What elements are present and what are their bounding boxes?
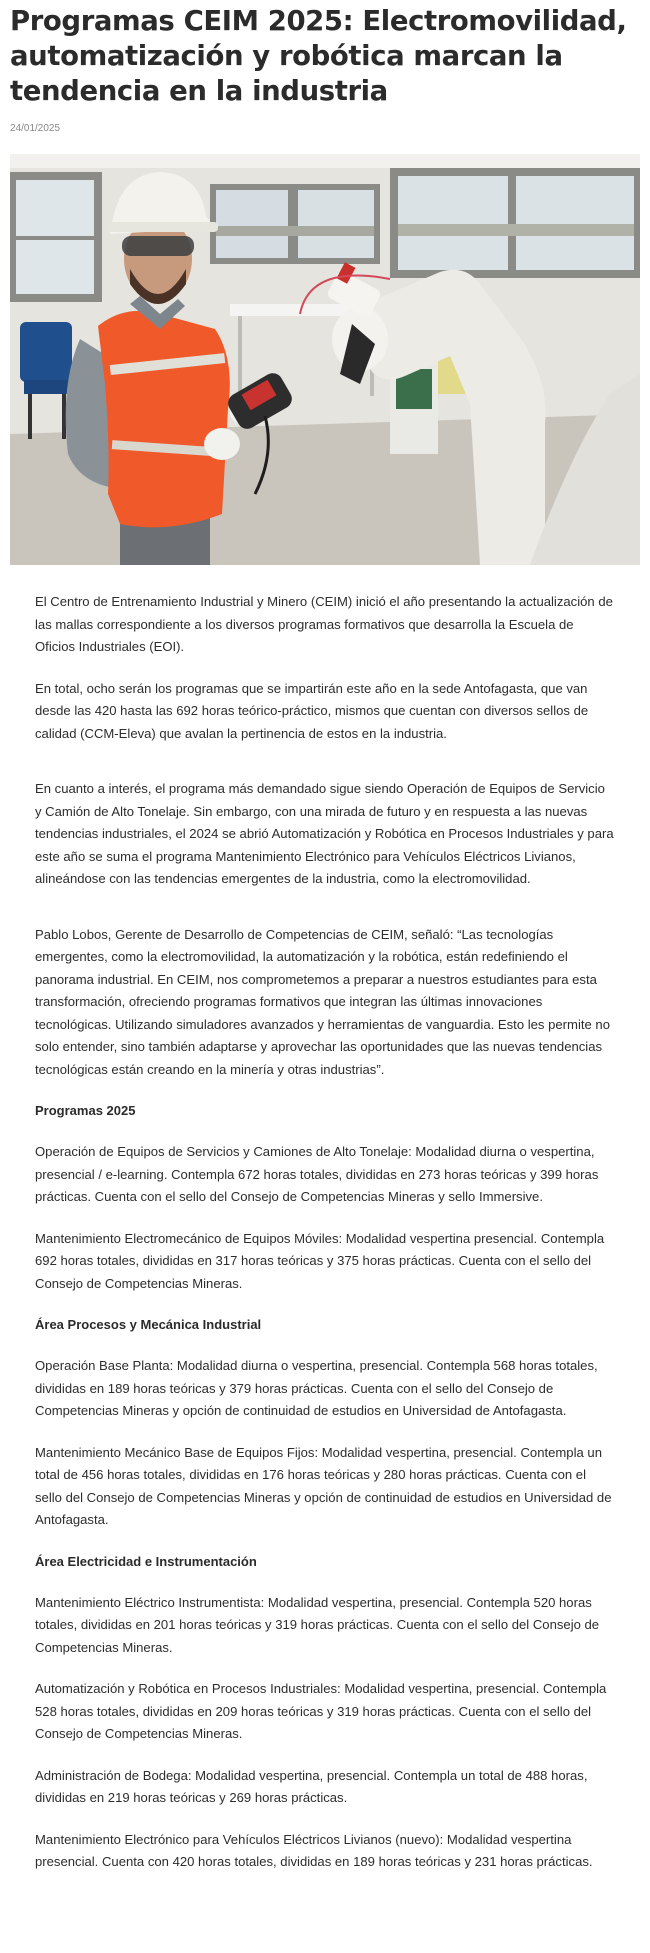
paragraph-intro: El Centro de Entrenamiento Industrial y Minero (CEIM) inició el año presentando la actualización de las mallas correspondiente a los diversos programas formativos que desarrolla la Escuela de Oficios Industriales (EOI). — [35, 594, 613, 654]
program-item: Mantenimiento Eléctrico Instrumentista: Modalidad vespertina, presencial. Contempla 520 horas totales, divididas en 201 horas teóricas y 319 horas prácticas. Cuenta con el sello del Consejo de Competencias Mineras. — [35, 1594, 600, 1655]
program-item: Administración de Bodega: Modalidad vespertina, presencial. Contempla un total de 488 horas, divididas en 219 horas teóricas y 269 horas prácticas. — [35, 1767, 588, 1805]
publish-date: 24/01/2025 — [10, 123, 61, 134]
article-body — [10, 591, 640, 1874]
paragraph-interest: En cuanto a interés, el programa más demandado sigue siendo Operación de Equipos de Servicio y Camión de Alto Tonelaje. Sin embargo, con una mirada de futuro y en respuesta a las nuevas tendencias industriales, el 2024 se abrió Automatización y Robótica en Procesos Industriales y para este año se suma el programa Mantenimiento Electrónico para Vehículos Eléctricos Livianos, alineándose con las tendencias emergentes de la industria, como la electromovilidad. — [35, 781, 614, 886]
article-title: Programas CEIM 2025: Electromovilidad, automatización y robótica marcan la tendencia en la industria — [10, 5, 627, 107]
program-item: Operación Base Planta: Modalidad diurna o vespertina, presencial. Contempla 568 horas totales, divididas en 189 horas teóricas y 379 horas prácticas. Cuenta con el sello del Consejo de Competencias Mineras y opción de continuidad de estudios en Universidad de Antofagasta. — [35, 1358, 598, 1418]
program-item: Automatización y Robótica en Procesos Industriales: Modalidad vespertina, presencial. Contempla 528 horas totales, divididas en 209 horas teóricas y 319 horas prácticas. Cuenta con el sello del Consejo de Competencias Mineras. — [35, 1681, 607, 1741]
window-center — [210, 184, 380, 264]
window-left — [10, 172, 102, 302]
program-item: Mantenimiento Electromecánico de Equipos Móviles: Modalidad vespertina presencial. Contempla 692 horas totales, divididas en 317 horas teóricas y 375 horas prácticas. Cuenta con el sello del Consejo de Competencias Mineras. — [35, 1230, 605, 1291]
program-item: Mantenimiento Electrónico para Vehículos Eléctricos Livianos (nuevo): Modalidad vespertina presencial. Cuenta con 420 horas totales, divididas en 189 horas teóricas y 231 horas prácticas. — [35, 1831, 593, 1869]
article-photo — [10, 154, 640, 565]
paragraph-programs-total: En total, ocho serán los programas que se impartirán este año en la sede Antofagasta, que van desde las 420 hasta las 692 horas teórico-práctico, mismos que cuentan con diversos sellos de calidad (CCM-Eleva) que avalan la pertinencia de estos en la industria. — [35, 680, 589, 741]
window-right — [390, 168, 640, 278]
program-item: Operación de Equipos de Servicios y Camiones de Alto Tonelaje: Modalidad diurna o vespertina, presencial / e-learning. Contempla 672 horas totales, divididas en 273 horas teóricas y 399 horas prácticas. Cuenta con el sello del Consejo de Competencias Mineras y sello Immersive. — [35, 1144, 599, 1204]
paragraph-quote: Pablo Lobos, Gerente de Desarrollo de Competencias de CEIM, señaló: “Las tecnologías emergentes, como la electromovilidad, la automatización y la robótica, están redefiniendo el panorama industrial. En CEIM, nos comprometemos a preparar a nuestros estudiantes para esta transformación, ofreciendo programas formativos que integran las últimas innovaciones tecnológicas. Utilizando simuladores avanzados y herramientas de vanguardia. Esto les permite no solo entender, sino también adaptarse y aprovechar las oportunidades que las nuevas tendencias tecnológicas están creando en la minería y otras industrias”. — [35, 926, 610, 1077]
section-heading-electricidad: Área Electricidad e Instrumentación — [35, 1553, 257, 1569]
program-item: Mantenimiento Mecánico Base de Equipos Fijos: Modalidad vespertina, presencial. Contempla un total de 456 horas totales, divididas en 176 horas teóricas y 280 horas prácticas. Cuenta con el sello del Consejo de Competencias Mineras y opción de continuidad de estudios en Universidad de Antofagasta. — [35, 1444, 612, 1527]
section-heading-programas: Programas 2025 — [35, 1103, 136, 1118]
section-heading-procesos: Área Procesos y Mecánica Industrial — [35, 1317, 262, 1332]
